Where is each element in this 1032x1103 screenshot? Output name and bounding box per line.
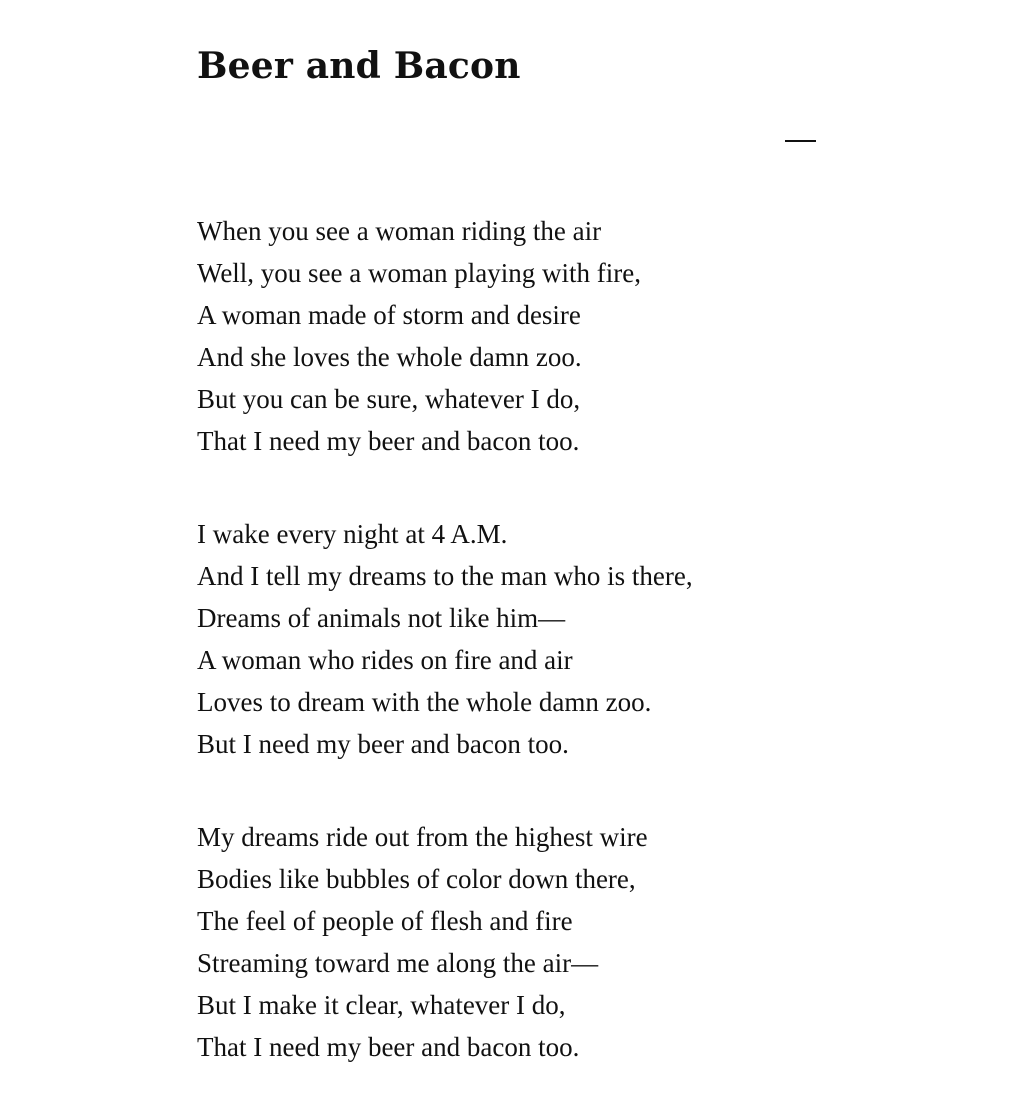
verse-line: But I make it clear, whatever I do,: [197, 990, 566, 1020]
verse-line: Streaming toward me along the air—: [197, 948, 599, 978]
verse-line: That I need my beer and bacon too.: [197, 426, 580, 456]
verse-line: But you can be sure, whatever I do,: [197, 384, 581, 414]
verse-line: When you see a woman riding the air: [197, 216, 602, 246]
verse-line: I wake every night at 4 A.M.: [197, 519, 508, 549]
poem-title: Beer and Bacon: [197, 45, 521, 87]
stanza-1: [197, 210, 641, 462]
verse-line: Loves to dream with the whole damn zoo.: [197, 687, 652, 717]
verse-line: The feel of people of flesh and fire: [197, 906, 573, 936]
verse-line: Bodies like bubbles of color down there,: [197, 864, 636, 894]
verse-line: And I tell my dreams to the man who is there,: [197, 561, 693, 591]
verse-line: And she loves the whole damn zoo.: [197, 342, 582, 372]
verse-line: A woman who rides on fire and air: [197, 645, 573, 675]
verse-line: Dreams of animals not like him—: [197, 603, 566, 633]
verse-line: A woman made of storm and desire: [197, 300, 581, 330]
verse-line: That I need my beer and bacon too.: [197, 1032, 580, 1062]
stanza-3: [197, 816, 648, 1068]
verse-line: But I need my beer and bacon too.: [197, 729, 569, 759]
stanza-2: [197, 513, 693, 765]
separator-dash: [785, 140, 816, 142]
verse-line: My dreams ride out from the highest wire: [197, 822, 648, 852]
verse-line: Well, you see a woman playing with fire,: [197, 258, 641, 288]
